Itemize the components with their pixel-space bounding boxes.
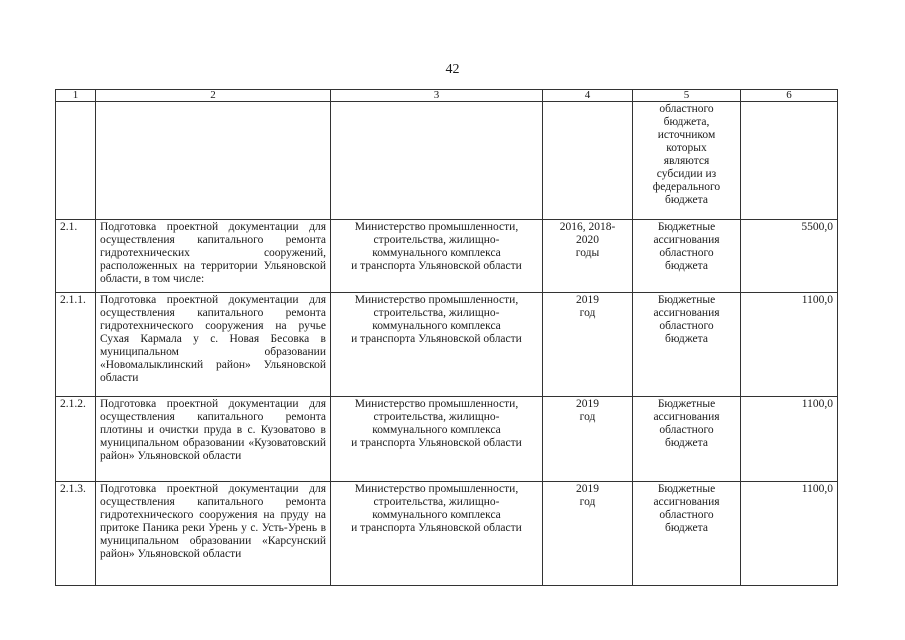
column-number-3: 3: [331, 90, 543, 102]
cell-empty: [543, 102, 633, 220]
item-term: 2016, 2018- 2020 годы: [543, 220, 633, 293]
item-term: 2019 год: [543, 482, 633, 586]
funding-source-cell: Бюджетные ассигнования областного бюджета: [633, 482, 741, 586]
item-number: 2.1.: [56, 220, 96, 293]
column-number-5: 5: [633, 90, 741, 102]
item-number: 2.1.2.: [56, 397, 96, 482]
cell-empty: [96, 102, 331, 220]
item-term: 2019 год: [543, 293, 633, 397]
item-description: Подготовка проектной документации для осуществления капитального ремонта плотины и очистки пруда в с. Кузоватово в муниципальном образовании «Кузоватовский район» Ульяновской области: [96, 397, 331, 482]
item-executor: Министерство промышленности, строительства, жилищно- коммунального комплекса и транспорта Ульяновской области: [331, 293, 543, 397]
funding-source-cell: Бюджетные ассигнования областного бюджета: [633, 397, 741, 482]
item-description: Подготовка проектной документации для осуществления капитального ремонта гидротехнического сооружения на пруду на притоке Паника реки Урень у с. Усть-Урень в муниципальном образовании «Карсунский район» Ульяновской области: [96, 482, 331, 586]
cell-empty: [741, 102, 838, 220]
item-amount: 1100,0: [741, 397, 838, 482]
item-description: Подготовка проектной документации для осуществления капитального ремонта гидротехнического сооружения на ручье Сухая Кармала у с. Новая Бесовка в муниципальном образовании «Новомалыклинский район» Ульяновской области: [96, 293, 331, 397]
item-amount: 1100,0: [741, 482, 838, 586]
column-number-4: 4: [543, 90, 633, 102]
table-row: [56, 482, 838, 586]
item-term: 2019 год: [543, 397, 633, 482]
column-number-2: 2: [96, 90, 331, 102]
table-row: [56, 293, 838, 397]
column-number-6: 6: [741, 90, 838, 102]
item-amount: 1100,0: [741, 293, 838, 397]
cell-empty: [56, 102, 96, 220]
item-amount: 5500,0: [741, 220, 838, 293]
item-executor: Министерство промышленности, строительства, жилищно- коммунального комплекса и транспорта Ульяновской области: [331, 397, 543, 482]
item-executor: Министерство промышленности, строительства, жилищно- коммунального комплекса и транспорта Ульяновской области: [331, 220, 543, 293]
table-row: [56, 397, 838, 482]
column-number-row: [56, 90, 838, 102]
cell-empty: [331, 102, 543, 220]
table-row: [56, 220, 838, 293]
funding-source-cell: Бюджетные ассигнования областного бюджета: [633, 293, 741, 397]
funding-source-cell: областного бюджета, источником которых являются субсидии из федерального бюджета: [633, 102, 741, 220]
item-executor: Министерство промышленности, строительства, жилищно- коммунального комплекса и транспорта Ульяновской области: [331, 482, 543, 586]
page-number: 42: [445, 62, 460, 77]
item-description: Подготовка проектной документации для осуществления капитального ремонта гидротехнических сооружений, расположенных на территории Ульяновской области, в том числе:: [96, 220, 331, 293]
item-number: 2.1.1.: [56, 293, 96, 397]
column-number-1: 1: [56, 90, 96, 102]
funding-source-cell: Бюджетные ассигнования областного бюджета: [633, 220, 741, 293]
item-number: 2.1.3.: [56, 482, 96, 586]
program-table: [55, 89, 838, 586]
continuation-row: [56, 102, 838, 220]
